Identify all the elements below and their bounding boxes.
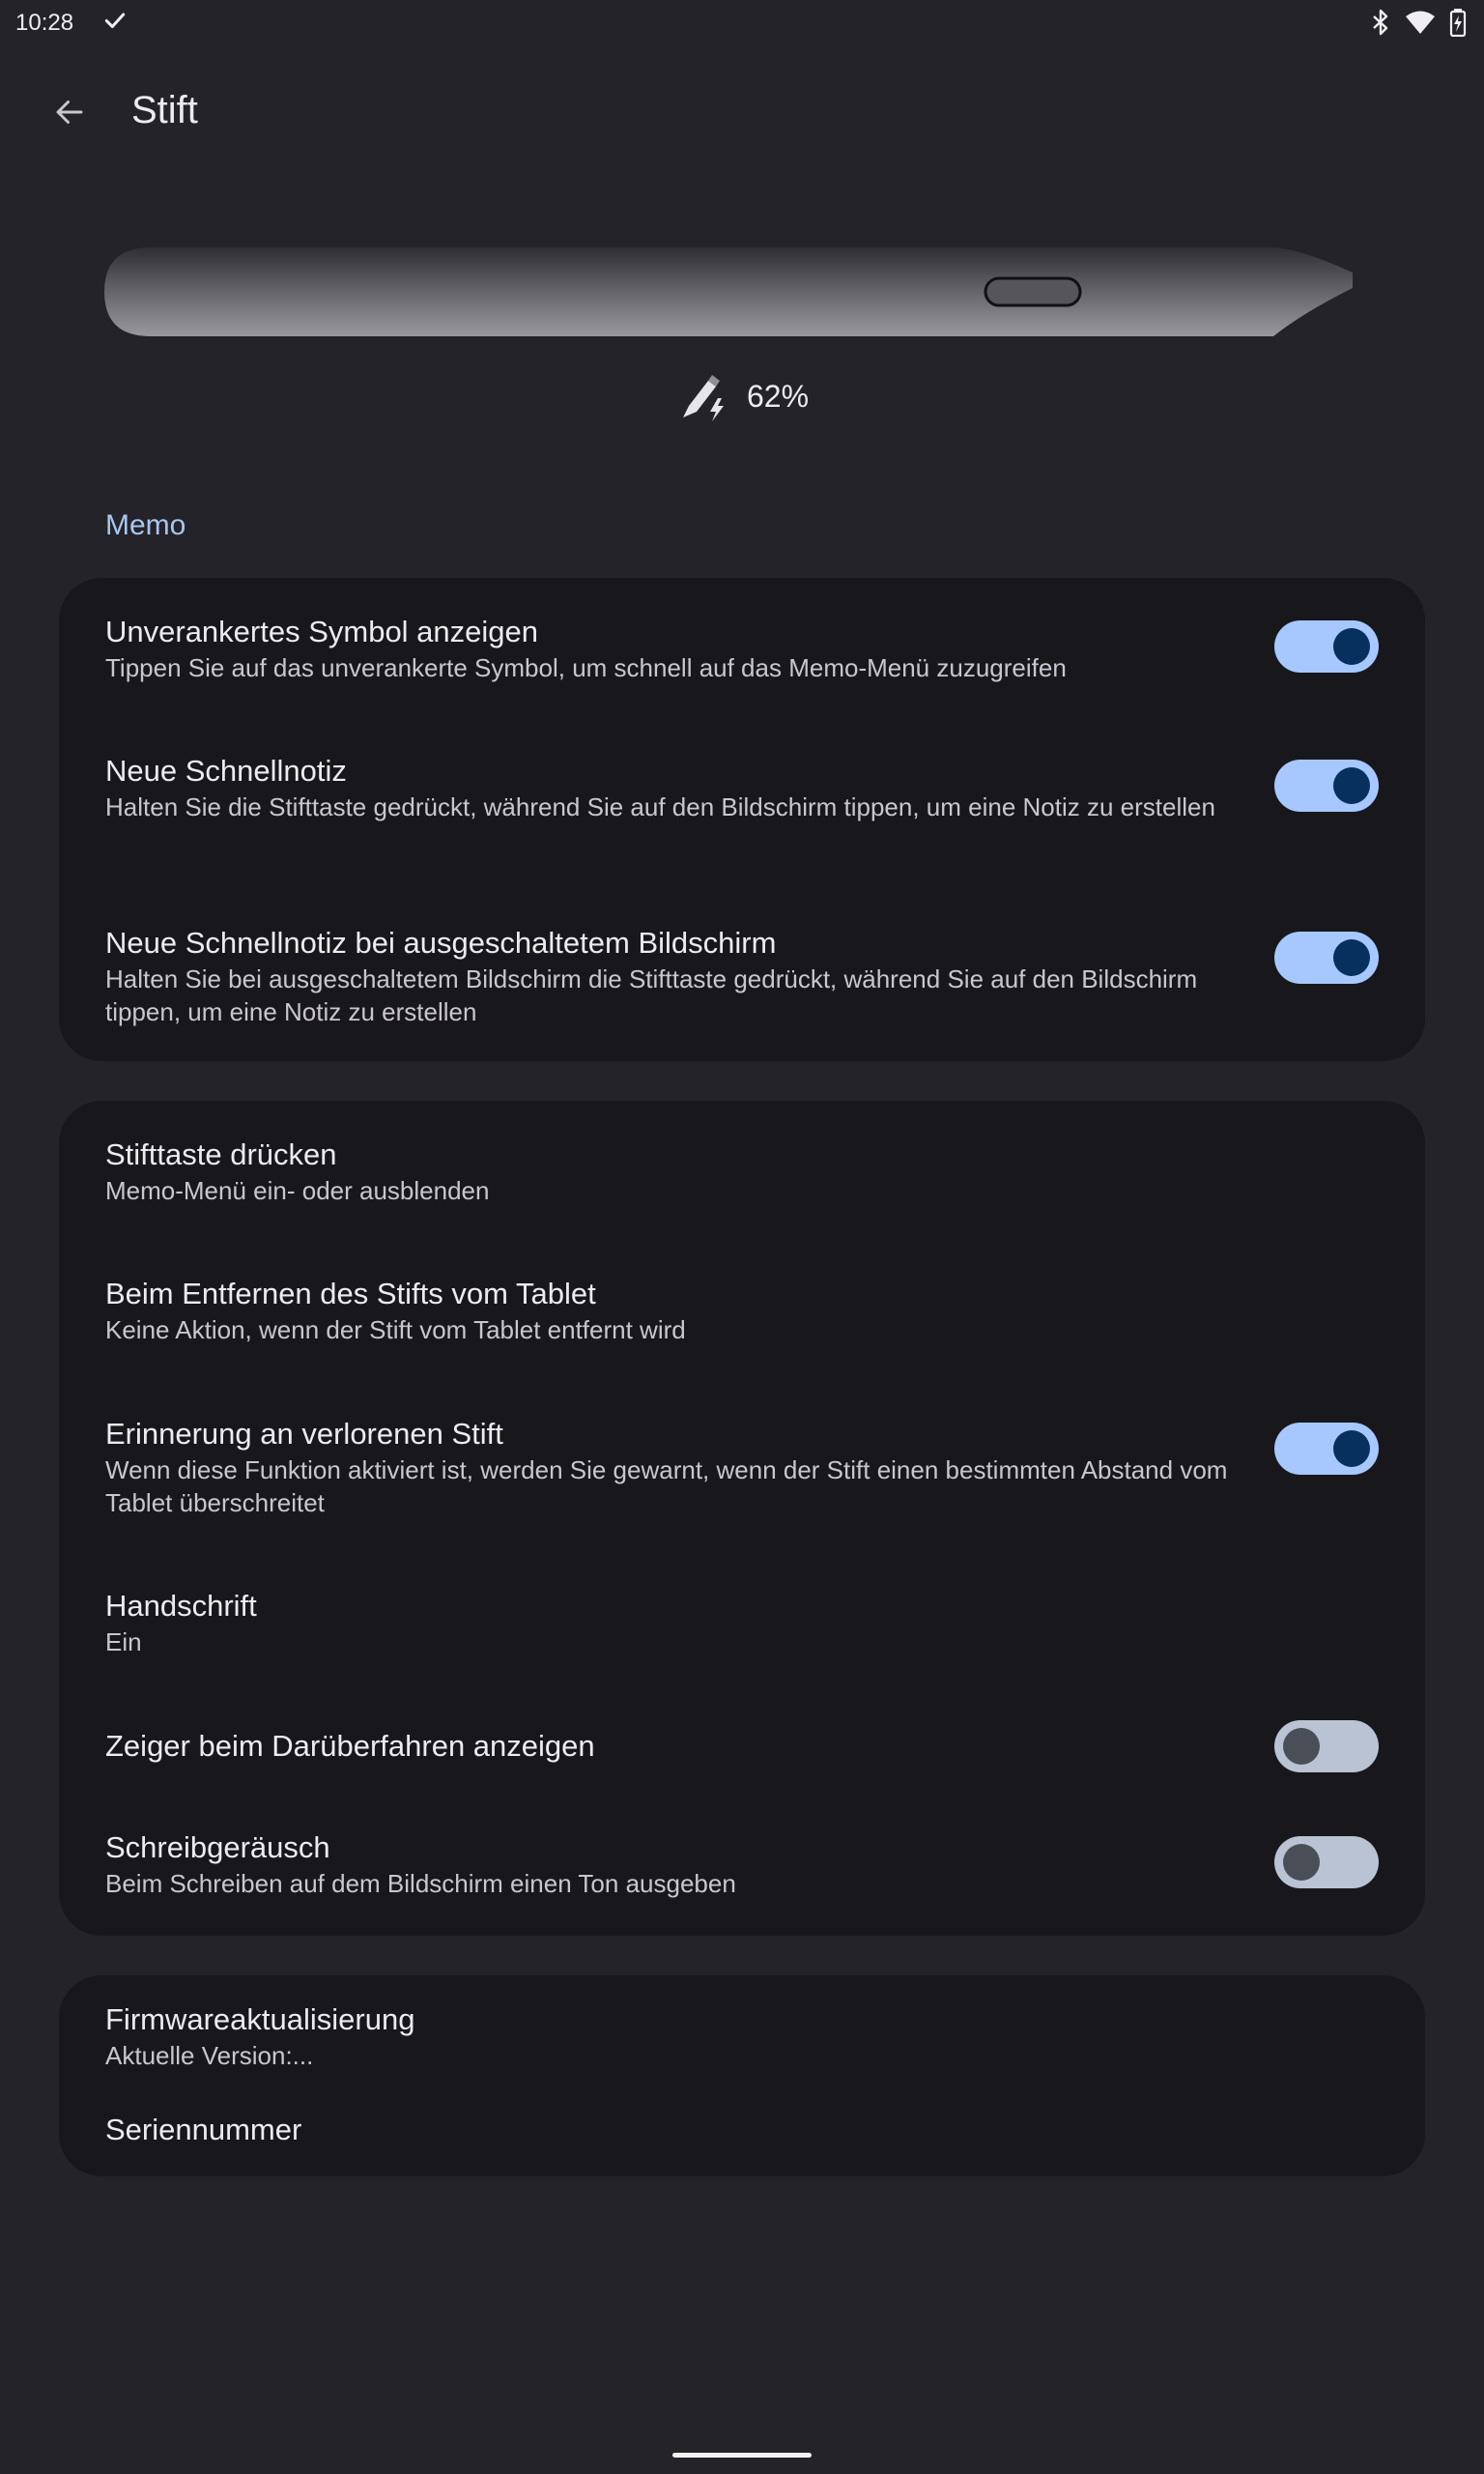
- setting-subtitle: Memo-Menü ein- oder ausblenden: [105, 1176, 490, 1205]
- writing-sound-toggle[interactable]: [1274, 1836, 1379, 1888]
- setting-title: Handschrift: [105, 1589, 257, 1623]
- toggle-knob: [1283, 1844, 1320, 1881]
- setting-floating-icon[interactable]: [105, 613, 1379, 684]
- bluetooth-icon: [1370, 9, 1391, 36]
- setting-title: Seriennummer: [105, 2113, 302, 2146]
- setting-subtitle: Tippen Sie auf das unverankerte Symbol, um schnell auf das Memo-Menü zuzugreifen: [105, 653, 1067, 682]
- pen-battery: [0, 367, 1484, 425]
- stylus-illustration: [104, 244, 1360, 340]
- setting-lost-pen-reminder[interactable]: [105, 1415, 1379, 1519]
- pen-info-card: [59, 1975, 1425, 2176]
- app-bar: [0, 68, 1484, 153]
- setting-title: Schreibgeräusch: [105, 1830, 330, 1864]
- setting-subtitle: Wenn diese Funktion aktiviert ist, werden Sie gewarnt, wenn der Stift einen bestimmten Abstand vom Tablet überschreitet: [105, 1455, 1228, 1517]
- toggle-knob: [1333, 939, 1370, 976]
- toggle-knob: [1333, 1430, 1370, 1467]
- memo-settings-card: [59, 578, 1425, 1061]
- setting-subtitle: Beim Schreiben auf dem Bildschirm einen Ton ausgeben: [105, 1869, 736, 1898]
- setting-title: Zeiger beim Darüberfahren anzeigen: [105, 1729, 595, 1763]
- setting-title: Erinnerung an verlorenen Stift: [105, 1417, 503, 1451]
- setting-title: Unverankertes Symbol anzeigen: [105, 615, 539, 648]
- battery-charging-icon: [1449, 8, 1467, 37]
- pen-charging-icon: [675, 369, 729, 423]
- status-time: 10:28: [15, 10, 74, 36]
- status-bar: [0, 0, 1484, 50]
- check-icon: [102, 8, 128, 33]
- setting-pen-button[interactable]: [105, 1136, 1379, 1207]
- setting-subtitle: Keine Aktion, wenn der Stift vom Tablet entfernt wird: [105, 1315, 686, 1344]
- gesture-nav-handle[interactable]: [672, 2453, 812, 2458]
- toggle-knob: [1333, 628, 1370, 665]
- setting-serial-number[interactable]: [105, 2111, 1379, 2149]
- setting-title: Neue Schnellnotiz bei ausgeschaltetem Bildschirm: [105, 926, 777, 960]
- hover-pointer-toggle[interactable]: [1274, 1720, 1379, 1772]
- setting-subtitle: Ein: [105, 1627, 142, 1656]
- section-header-memo: Memo: [105, 509, 186, 541]
- toggle-knob: [1283, 1728, 1320, 1765]
- toggle-knob: [1333, 767, 1370, 804]
- setting-title: Beim Entfernen des Stifts vom Tablet: [105, 1277, 596, 1310]
- wifi-icon: [1405, 10, 1436, 35]
- setting-subtitle: Aktuelle Version:...: [105, 2041, 314, 2070]
- pen-settings-card: [59, 1101, 1425, 1936]
- setting-title: Firmwareaktualisierung: [105, 2002, 415, 2036]
- quick-note-toggle[interactable]: [1274, 760, 1379, 812]
- setting-title: Stifttaste drücken: [105, 1137, 337, 1171]
- quick-note-screen-off-toggle[interactable]: [1274, 932, 1379, 984]
- setting-hover-pointer[interactable]: [105, 1727, 1379, 1766]
- setting-subtitle: Halten Sie die Stifttaste gedrückt, während Sie auf den Bildschirm tippen, um eine Notiz zu erstellen: [105, 792, 1215, 821]
- setting-subtitle: Halten Sie bei ausgeschaltetem Bildschirm die Stifttaste gedrückt, während Sie auf den Bildschirm tippen, um eine Notiz zu erstellen: [105, 964, 1198, 1026]
- status-icons: [1370, 8, 1467, 37]
- setting-pen-removal[interactable]: [105, 1275, 1379, 1346]
- battery-level: 62%: [746, 378, 810, 414]
- setting-quick-note[interactable]: [105, 752, 1379, 823]
- page-title: Stift: [131, 89, 198, 131]
- lost-pen-reminder-toggle[interactable]: [1274, 1423, 1379, 1475]
- floating-icon-toggle[interactable]: [1274, 620, 1379, 673]
- back-button[interactable]: [43, 85, 97, 139]
- setting-handwriting[interactable]: [105, 1587, 1379, 1658]
- setting-quick-note-screen-off[interactable]: [105, 924, 1379, 1028]
- arrow-back-icon: [52, 95, 87, 129]
- setting-title: Neue Schnellnotiz: [105, 754, 347, 788]
- setting-writing-sound[interactable]: [105, 1828, 1379, 1900]
- setting-firmware-update[interactable]: [105, 2000, 1379, 2072]
